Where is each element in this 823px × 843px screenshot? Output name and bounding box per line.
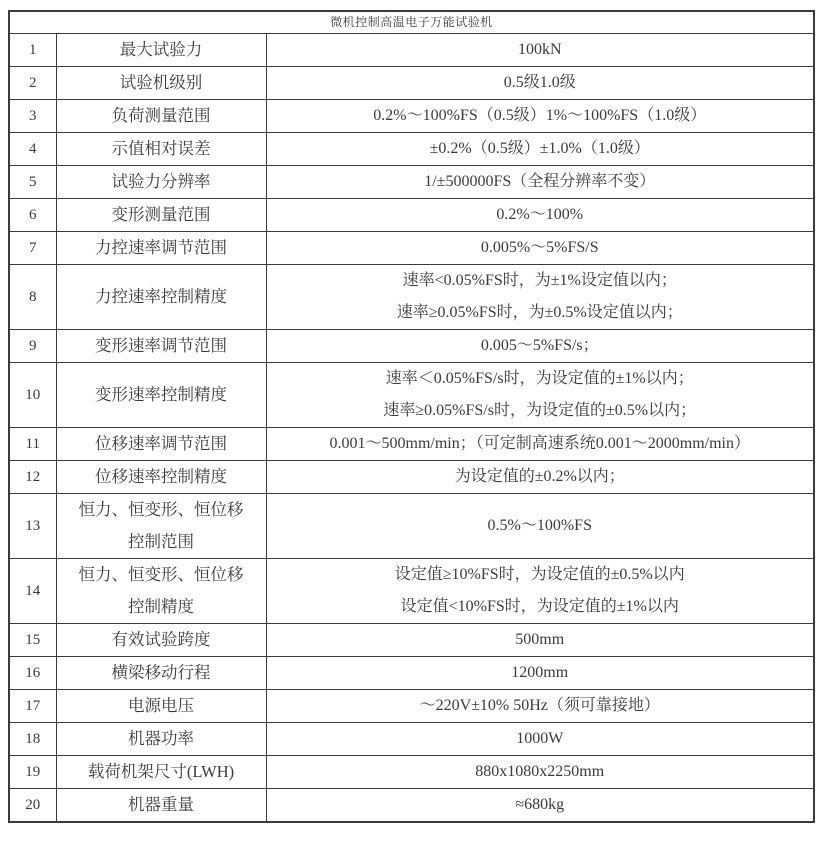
param-value-cell [266,67,814,100]
row-number-cell [9,559,56,624]
param-name-line: 最大试验力 [119,40,203,59]
param-name-cell [56,363,266,428]
table-title: 微机控制高温电子万能试验机 [9,11,814,34]
row-number-cell [9,166,56,199]
table-row [9,330,814,363]
param-name-cell [56,624,266,657]
spec-table-body [9,11,814,822]
param-name-line: 电源电压 [128,696,194,715]
param-value-line: 速率<0.05%FS时，为±1%设定值以内； [402,272,677,289]
param-name-line: 机器重量 [128,795,194,814]
param-name-cell [56,461,266,494]
param-value-line: 为设定值的±0.2%以内； [454,468,625,485]
param-value-cell [266,461,814,494]
row-number-cell [9,789,56,823]
param-value-cell [266,494,814,559]
param-name-cell [56,34,266,67]
param-name-line: 变形测量范围 [111,205,211,224]
table-row [9,133,814,166]
param-name-line: 恒力、恒变形、恒位移 [78,565,244,584]
param-name-cell [56,199,266,232]
row-number: 7 [29,240,37,256]
param-name-cell [56,789,266,823]
param-name-line: 力控速率调节范围 [95,238,227,257]
row-number: 15 [25,632,41,648]
row-number-cell [9,330,56,363]
param-name-cell [56,166,266,199]
param-name-cell [56,330,266,363]
table-row [9,494,814,559]
param-value-cell [266,330,814,363]
row-number-cell [9,494,56,559]
param-name-line: 载荷机架尺寸(LWH) [87,762,235,781]
spec-table [8,10,815,823]
param-name-cell [56,756,266,789]
row-number-cell [9,232,56,265]
param-value-cell [266,265,814,330]
table-row [9,657,814,690]
param-name-cell [56,232,266,265]
table-row [9,756,814,789]
param-name-line: 负荷测量范围 [111,106,211,125]
row-number-cell [9,265,56,330]
param-value-cell [266,232,814,265]
param-value-cell [266,657,814,690]
param-name-line: 试验机级别 [119,73,203,92]
param-name-line: 变形速率控制精度 [95,385,227,404]
row-number-cell [9,428,56,461]
param-value-line: 0.001～500mm/min；（可定制高速系统0.001～2000mm/min） [329,435,750,452]
param-name-line: 试验力分辨率 [111,172,211,191]
row-number-cell [9,363,56,428]
param-value-cell [266,199,814,232]
param-name-line: 有效试验跨度 [111,630,211,649]
row-number: 18 [25,731,41,747]
row-number: 11 [25,436,40,452]
param-name-line: 机器功率 [128,729,194,748]
table-row [9,624,814,657]
param-value-line: 0.005%～5%FS/S [480,239,599,256]
param-value-line: ±0.2%（0.5级）±1.0%（1.0级） [429,140,650,157]
row-number: 2 [29,75,37,91]
param-name-cell [56,428,266,461]
param-name-line: 示值相对误差 [111,139,211,158]
param-value-line: 设定值≥10%FS时，为设定值的±0.5%以内 [394,566,685,583]
param-value-cell [266,100,814,133]
table-row [9,428,814,461]
table-row [9,559,814,624]
table-row [9,232,814,265]
param-value-line: 0.005～5%FS/s； [480,337,599,354]
param-value-line: 0.5级1.0级 [503,74,576,91]
row-number-cell [9,67,56,100]
row-number: 16 [25,665,41,681]
row-number: 3 [29,108,37,124]
param-value-cell [266,133,814,166]
param-name-cell [56,559,266,624]
param-value-cell [266,723,814,756]
row-number: 9 [29,338,37,354]
param-value-line: 设定值<10%FS时，为设定值的±1%以内 [400,598,679,615]
param-name-cell [56,133,266,166]
param-name-cell [56,67,266,100]
param-value-line: 1/±500000FS（全程分辨率不变） [424,173,656,190]
table-row [9,67,814,100]
param-value-cell [266,789,814,823]
param-value-cell [266,34,814,67]
param-name-line: 控制精度 [128,597,194,616]
param-name-cell [56,265,266,330]
row-number: 6 [29,207,37,223]
table-row [9,363,814,428]
param-value-line: 0.2%～100% [496,206,584,223]
param-value-cell [266,559,814,624]
row-number-cell [9,690,56,723]
row-number-cell [9,756,56,789]
row-number-cell [9,657,56,690]
row-number-cell [9,723,56,756]
row-number: 20 [25,797,41,813]
table-row [9,461,814,494]
row-number-cell [9,199,56,232]
param-value-line: 速率＜0.05%FS/s时，为设定值的±1%以内； [385,370,694,387]
row-number-cell [9,461,56,494]
row-number: 13 [25,518,41,534]
row-number-cell [9,100,56,133]
param-name-line: 恒力、恒变形、恒位移 [78,500,244,519]
param-value-cell [266,756,814,789]
row-number: 19 [25,764,41,780]
param-name-cell [56,657,266,690]
param-name-cell [56,100,266,133]
table-row [9,723,814,756]
param-name-line: 力控速率控制精度 [95,287,227,306]
title-row [9,11,814,34]
table-row [9,34,814,67]
param-value-line: ～220V±10% 50Hz（须可靠接地） [419,697,660,714]
param-value-line: 1200mm [511,664,569,681]
param-value-cell [266,428,814,461]
param-value-line: 速率≥0.05%FS/s时，为设定值的±0.5%以内； [383,402,697,419]
row-number-cell [9,133,56,166]
row-number: 1 [29,42,37,58]
param-value-line: ≈680kg [515,796,565,813]
table-row [9,690,814,723]
row-number: 8 [29,289,37,305]
table-row [9,100,814,133]
param-value-line: 0.2%～100%FS（0.5级）1%～100%FS（1.0级） [373,107,707,124]
table-row [9,199,814,232]
row-number-cell [9,624,56,657]
param-name-line: 横梁移动行程 [111,663,211,682]
param-value-cell [266,624,814,657]
row-number: 10 [25,387,41,403]
table-row [9,166,814,199]
param-name-line: 位移速率控制精度 [95,467,227,486]
param-value-line: 1000W [516,730,564,747]
row-number: 4 [29,141,37,157]
param-name-cell [56,723,266,756]
param-value-cell [266,690,814,723]
row-number: 17 [25,698,41,714]
param-value-cell [266,166,814,199]
param-name-line: 控制范围 [128,532,194,551]
table-row [9,265,814,330]
table-row [9,789,814,823]
param-value-line: 880x1080x2250mm [475,763,605,780]
param-value-line: 100kN [517,41,562,58]
row-number: 14 [25,583,41,599]
row-number: 5 [29,174,37,190]
row-number: 12 [25,469,41,485]
param-name-cell [56,690,266,723]
param-name-cell [56,494,266,559]
param-name-line: 位移速率调节范围 [95,434,227,453]
row-number-cell [9,34,56,67]
param-value-line: 500mm [515,631,565,648]
param-value-cell [266,363,814,428]
param-value-line: 速率≥0.05%FS时，为±0.5%设定值以内； [396,304,683,321]
param-value-line: 0.5%～100%FS [487,517,592,534]
param-name-line: 变形速率调节范围 [95,336,227,355]
